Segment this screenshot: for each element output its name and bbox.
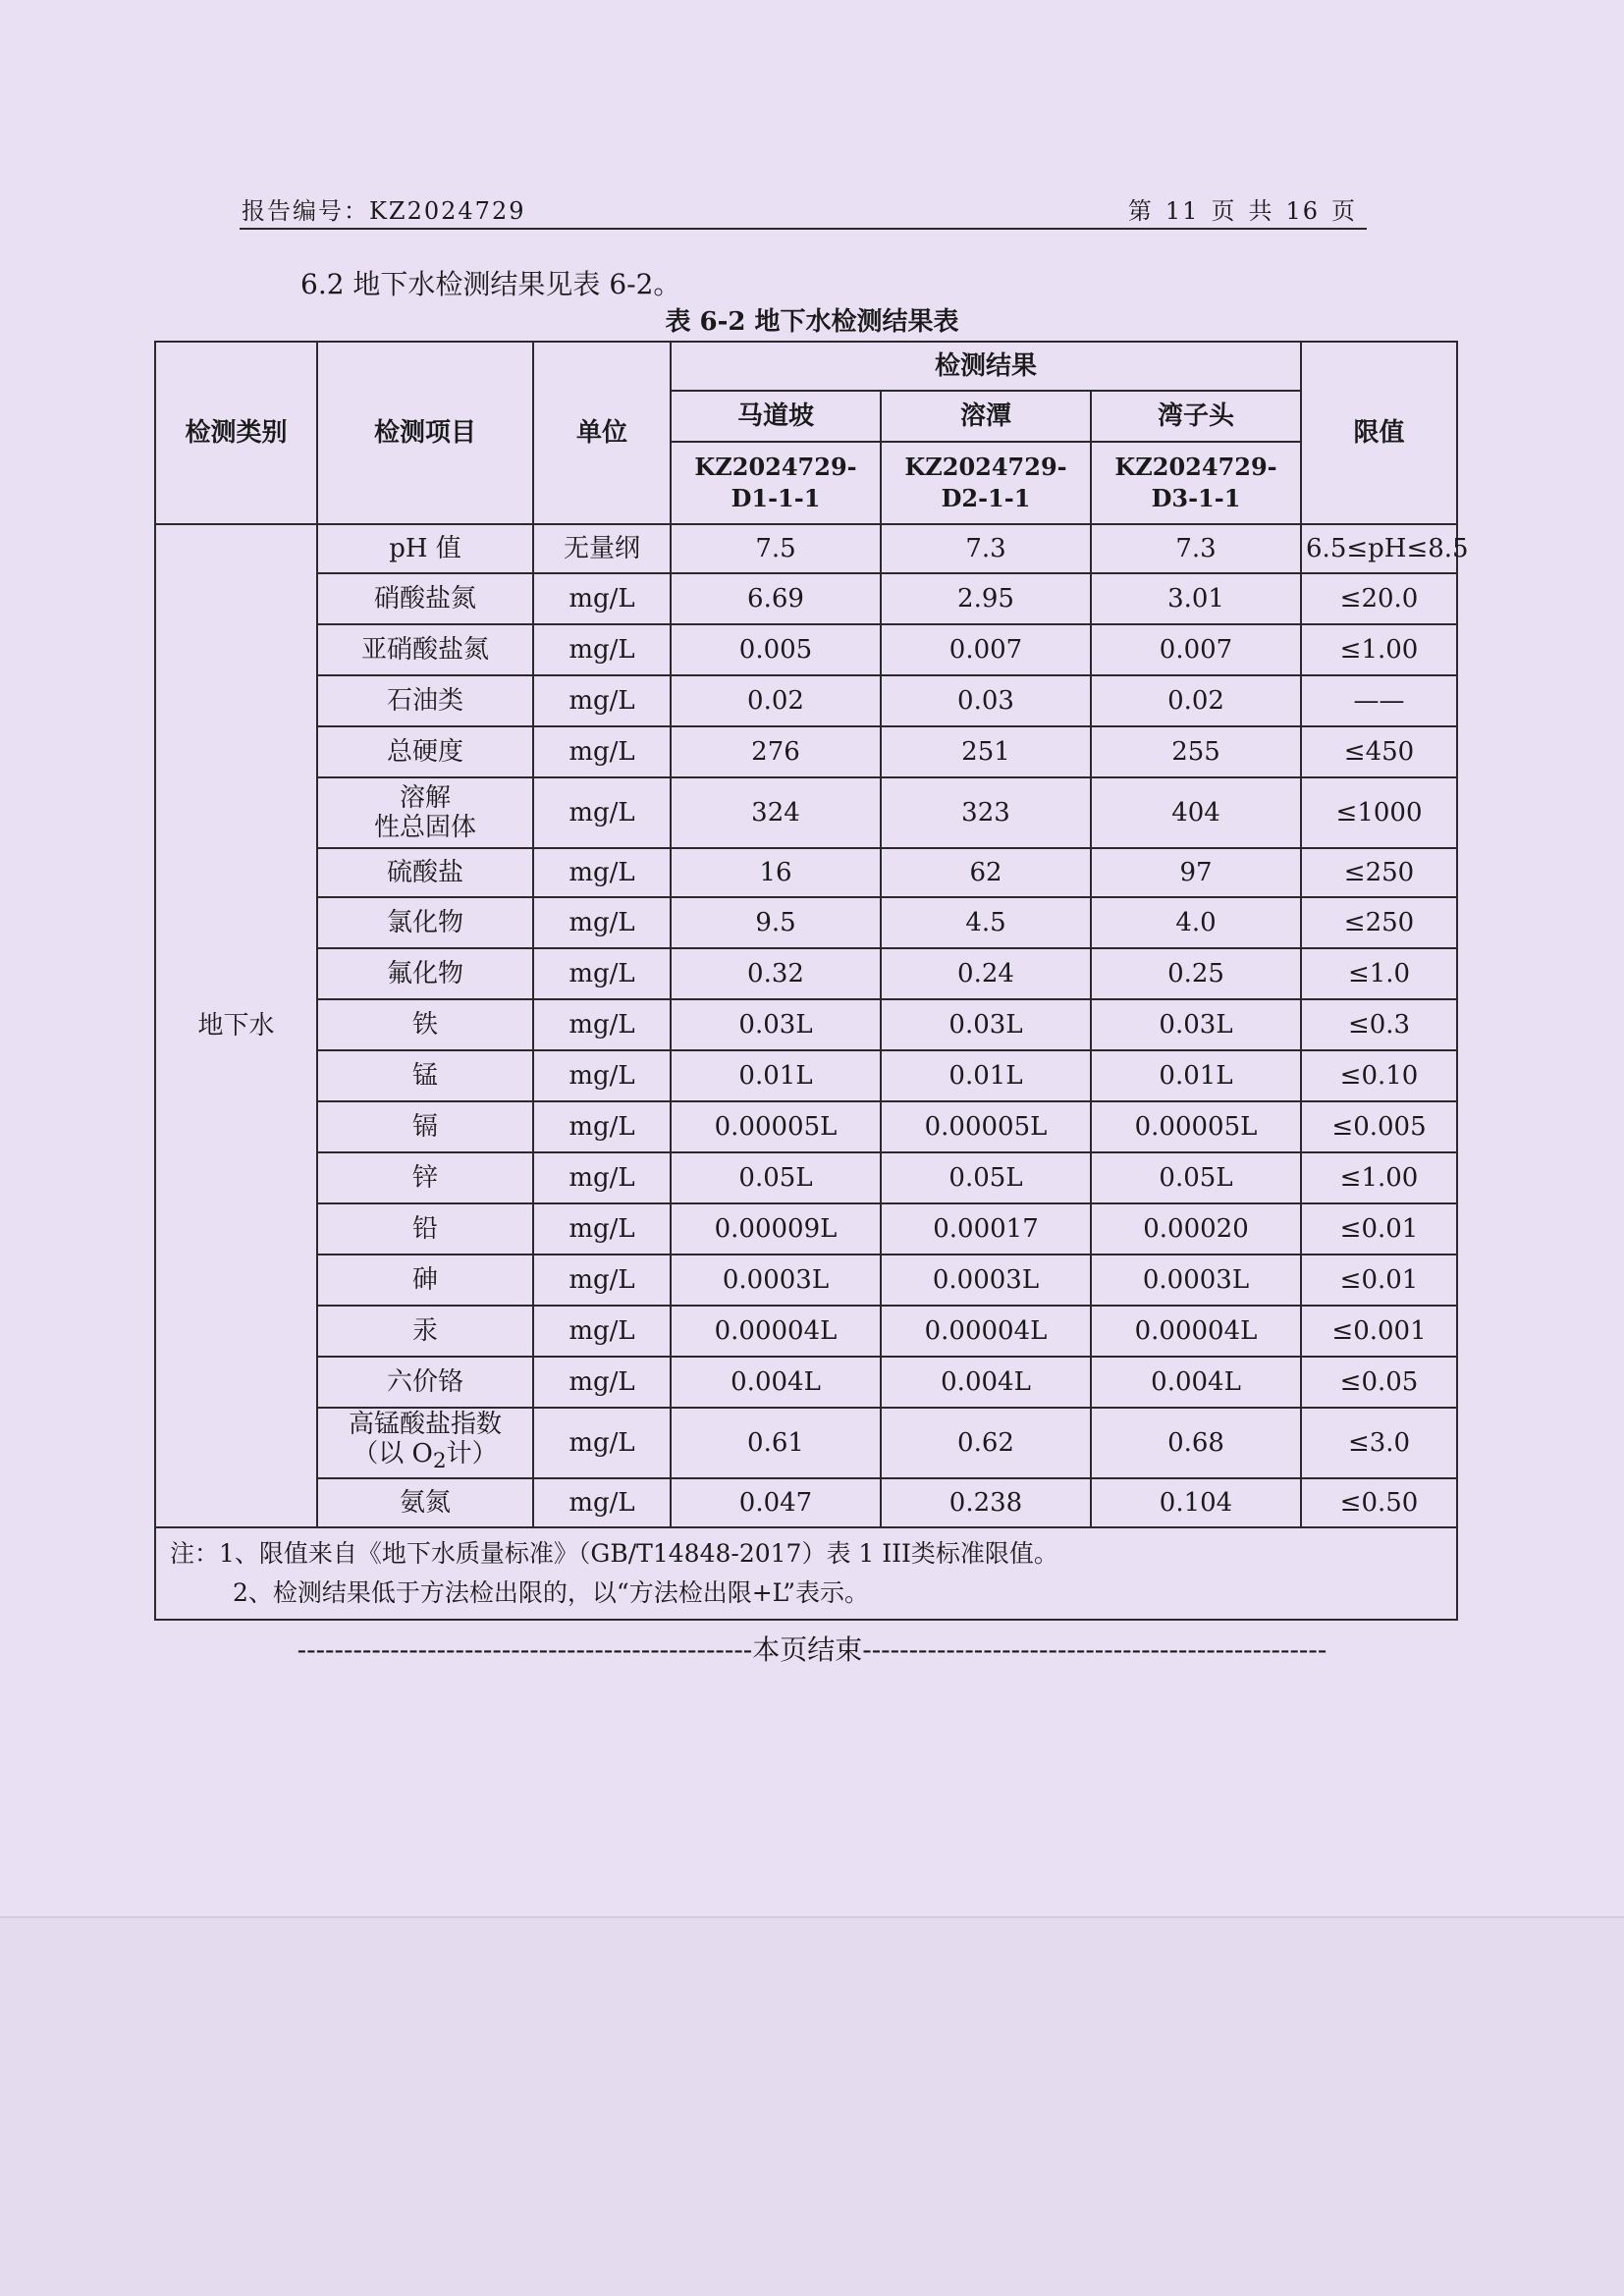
intro-paragraph: 6.2 地下水检测结果见表 6-2。 bbox=[300, 268, 681, 300]
table-notes bbox=[155, 1527, 1457, 1620]
table-row: 石油类 mg/L 0.02 0.03 0.02 —— bbox=[155, 675, 1457, 726]
site-name: 马道坡 bbox=[671, 391, 881, 442]
table-row: 氨氮 mg/L 0.047 0.238 0.104 ≤0.50 bbox=[155, 1478, 1457, 1527]
table-row: 硫酸盐 mg/L 16 62 97 ≤250 bbox=[155, 848, 1457, 897]
table-row: 砷 mg/L 0.0003L 0.0003L 0.0003L ≤0.01 bbox=[155, 1255, 1457, 1306]
category-cell: 地下水 bbox=[155, 524, 317, 1527]
header-item: 检测项目 bbox=[317, 342, 533, 524]
table-row: 硝酸盐氮 mg/L 6.69 2.95 3.01 ≤20.0 bbox=[155, 573, 1457, 624]
table-row: 高锰酸盐指数 （以 $O_2$计） mg/L 0.61 0.62 0.68 ≤3.0 bbox=[155, 1408, 1457, 1478]
page-end-marker: -------------------------------------------------本页结束-------------------------------------------------- bbox=[297, 1633, 1327, 1666]
notes-row bbox=[155, 1527, 1457, 1620]
sample-id: KZ2024729- D3-1-1 bbox=[1091, 442, 1301, 524]
note-2: 2、检测结果低于方法检出限的，以“方法检出限+L”表示。 bbox=[233, 1578, 870, 1607]
table-row: 溶解 性总固体 mg/L 324 323 404 ≤1000 bbox=[155, 777, 1457, 848]
table-row: 氯化物 mg/L 9.5 4.5 4.0 ≤250 bbox=[155, 897, 1457, 948]
sample-id: KZ2024729- D1-1-1 bbox=[671, 442, 881, 524]
table-row: 六价铬 mg/L 0.004L 0.004L 0.004L ≤0.05 bbox=[155, 1357, 1457, 1408]
results-table bbox=[154, 341, 1469, 1621]
table-row: 锰 mg/L 0.01L 0.01L 0.01L ≤0.10 bbox=[155, 1050, 1457, 1101]
table-row: 锌 mg/L 0.05L 0.05L 0.05L ≤1.00 bbox=[155, 1152, 1457, 1203]
site-name: 溶潭 bbox=[881, 391, 1091, 442]
page-background-edge bbox=[0, 1916, 1624, 2296]
table-row: 亚硝酸盐氮 mg/L 0.005 0.007 0.007 ≤1.00 bbox=[155, 624, 1457, 675]
table-row: 镉 mg/L 0.00005L 0.00005L 0.00005L ≤0.005 bbox=[155, 1101, 1457, 1152]
sample-id: KZ2024729- D2-1-1 bbox=[881, 442, 1091, 524]
page-current: 11 bbox=[1164, 197, 1200, 225]
table-row: 总硬度 mg/L 276 251 255 ≤450 bbox=[155, 726, 1457, 777]
header-unit: 单位 bbox=[533, 342, 671, 524]
header-limit: 限值 bbox=[1301, 342, 1457, 524]
table-row: 铅 mg/L 0.00009L 0.00017 0.00020 ≤0.01 bbox=[155, 1203, 1457, 1255]
table-row: 地下水 pH 值 无量纲 7.5 7.3 7.3 6.5≤pH≤8.5 bbox=[155, 524, 1457, 573]
table-row: 铁 mg/L 0.03L 0.03L 0.03L ≤0.3 bbox=[155, 999, 1457, 1050]
table-row: 氟化物 mg/L 0.32 0.24 0.25 ≤1.0 bbox=[155, 948, 1457, 999]
page-total: 16 bbox=[1285, 197, 1320, 225]
report-number: 报告编号：KZ2024729 bbox=[242, 197, 526, 225]
note-1: 注：1、限值来自《地下水质量标准》（GB/T14848-2017）表 1 III类标准限值。 bbox=[170, 1539, 1058, 1568]
page-indicator: 第 11 页 共 16 页 bbox=[1127, 197, 1357, 225]
site-name: 湾子头 bbox=[1091, 391, 1301, 442]
table-caption: 表 6-2 地下水检测结果表 bbox=[665, 307, 959, 337]
header-results: 检测结果 bbox=[671, 342, 1301, 391]
page-header bbox=[240, 194, 1367, 230]
table-row: 汞 mg/L 0.00004L 0.00004L 0.00004L ≤0.001 bbox=[155, 1306, 1457, 1357]
header-category: 检测类别 bbox=[155, 342, 317, 524]
